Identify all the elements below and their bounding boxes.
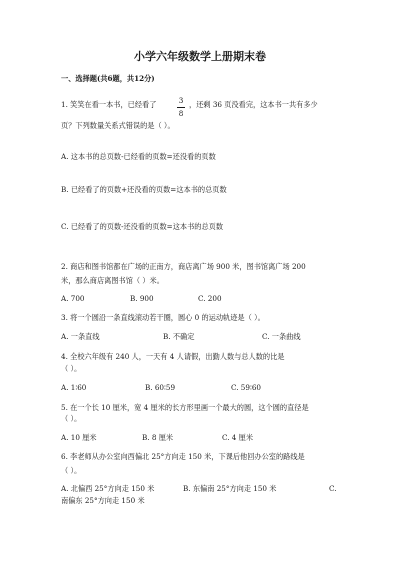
question-2-option-b: B. 900	[130, 294, 154, 303]
question-6-option-a: A. 北偏西 25°方向走 150 米	[61, 484, 155, 493]
question-3-option-b: B. 不确定	[163, 332, 195, 341]
question-3-text: 3. 将一个圆沿一条直线滚动若干圈，圆心 0 的运动轨迹是（ ）。	[61, 313, 265, 322]
question-5-option-a: A. 10 厘米	[61, 433, 97, 442]
fraction	[176, 96, 186, 119]
question-4-option-a: A. 1∶60	[61, 383, 87, 392]
question-1-option-a: A. 这本书的总页数-已经看的页数=还没看的页数	[61, 152, 216, 161]
section-heading: 一、选择题(共6题，共12分)	[61, 74, 155, 83]
question-4-text-line-2: （ ）。	[61, 364, 82, 373]
fraction-numerator: 3	[178, 96, 184, 105]
question-1-text-continued: ，还剩 36 页没看完，这本书一共有多少	[189, 100, 318, 109]
question-1-text-line-2: 页？下列数量关系式错误的是（ ）。	[61, 121, 175, 130]
question-6-text: 6. 李老师从办公室向西偏北 25°方向走 150 米，下课后他回办公室的路线是	[61, 452, 305, 461]
question-3-option-c: C. 一条曲线	[262, 332, 301, 341]
question-5-text-line-2: （ ）。	[61, 414, 82, 423]
question-5-text: 5. 在一个长 10 厘米，宽 4 厘米的长方形里画一个最大的圆，这个圆的直径是	[61, 403, 309, 412]
question-6-option-c-text: 南偏东 25°方向走 150 米	[61, 496, 145, 505]
question-1-option-b: B. 已经看了的页数+还没看的页数=这本书的总页数	[61, 185, 227, 194]
page-title: 小学六年级数学上册期末卷	[134, 50, 266, 63]
question-5-option-b: B. 8 厘米	[142, 433, 174, 442]
question-6-option-b: B. 东偏南 25°方向走 150 米	[183, 484, 277, 493]
question-2-text-line-2: 米，那么商店离图书馆（ ）米。	[61, 276, 164, 285]
question-6-option-c: C.	[329, 484, 337, 493]
fraction-bar	[177, 107, 185, 108]
question-4-option-b: B. 60∶59	[145, 383, 176, 392]
question-4-text: 4. 全校六年级有 240 人，一天有 4 人请假，出勤人数与总人数的比是	[61, 352, 285, 361]
fraction-denominator: 8	[178, 109, 184, 118]
question-5-option-c: C. 4 厘米	[222, 433, 254, 442]
question-3-option-a: A. 一条直线	[61, 332, 100, 341]
question-4-option-c: C. 59∶60	[231, 383, 261, 392]
question-1-text: 1. 笑笑在看一本书，已经看了	[61, 100, 157, 109]
question-6-text-line-2: （ ）。	[61, 466, 82, 475]
question-1-option-c: C. 已经看了的页数-还没看的页数=这本书的总页数	[61, 222, 224, 231]
question-2-text: 2. 商店和图书馆都在广场的正南方，商店离广场 900 米，图书馆离广场 200	[61, 262, 306, 271]
question-2-option-a: A. 700	[61, 294, 85, 303]
question-2-option-c: C. 200	[198, 294, 222, 303]
